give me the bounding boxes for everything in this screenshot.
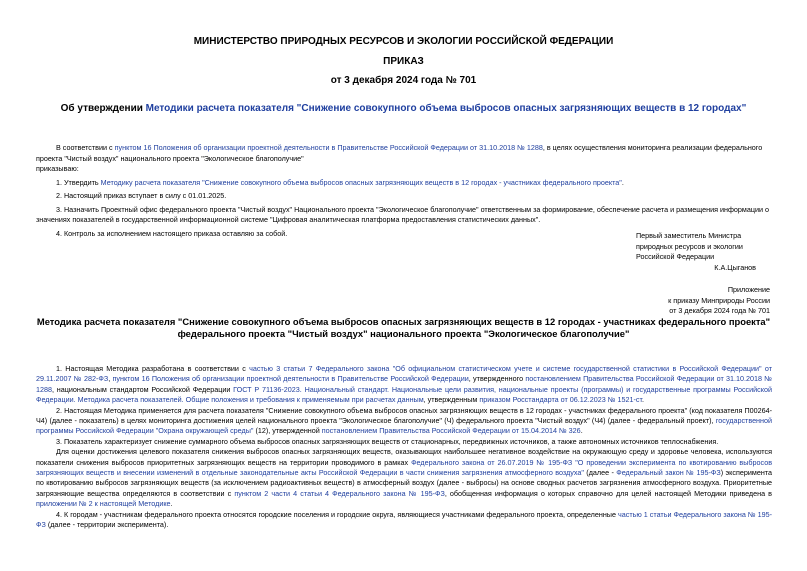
method-paragraph-2 — [36, 406, 772, 437]
law-clause-link[interactable]: пунктом 2 части 4 статьи 4 Федерального закона № 195-ФЗ — [234, 488, 445, 498]
federal-law-short-link[interactable]: Федеральный закон № 195-ФЗ — [616, 468, 721, 478]
text: 1. Настоящая Методика разработана в соответствии с — [56, 364, 246, 373]
methodology-title-line: федерального проекта "Чистый воздух" национального проекта "Экологическое благополучие" — [177, 328, 630, 339]
method-paragraph-4 — [36, 447, 772, 509]
item-1-suffix: . — [621, 177, 624, 187]
appendix-line: Приложение — [727, 285, 770, 294]
text: 2. Настоящая Методика применяется для расчета показателя "Снижение совокупного объема выбросов опасных загрязняющих веществ в 12 городах - участниках федерального проекта" (код показателя П00264-Ч4) (далее - показатель) в целях мониторинга достижения целей национального проекта "Экологическое благополучие" (Ч) федерального проекта "Чистый воздух" (Ч4) (далее - федеральный проект), — [36, 405, 772, 426]
appendix-line: от 3 декабря 2024 года № 701 — [669, 306, 770, 315]
order-title — [0, 103, 807, 114]
method-paragraph-3: 3. Показатель характеризует снижение суммарного объема выбросов опасных загрязняющих веществ от стационарных, передвижных источников, а также автономных источников теплоснабжения. — [56, 436, 719, 446]
gost-link[interactable]: ГОСТ Р 71136-2023. Национальный стандарт. Национальные цели развития, национальные проекты (программы) и государственные программы Российской Федерации. Методика расчета показателей. Общие положения и требования к применяемым при расчетах данным — [36, 384, 772, 405]
item-1-prefix: 1. Утвердить — [56, 177, 99, 187]
law-article-link[interactable]: частью 1 статьи — [618, 509, 672, 519]
text: . — [580, 426, 583, 436]
order-item-2: 2. Настоящий приказ вступает в силу с 01.01.2025. — [56, 191, 227, 200]
signature-line: Российской Федерации — [636, 252, 715, 262]
text: 4. К городам - участникам федерального проекта относятся городские поселения и городские округа, являющиеся участниками федерального проекта, определенные — [56, 509, 616, 519]
methodology-body — [36, 364, 772, 531]
law-link[interactable]: частью 3 статьи 7 Федерального закона "Об официальном статистическом учете и системе государственной статистики в Российской Федерации" от 29.11.2007 № 282-ФЗ — [36, 364, 772, 384]
appendix-line: к приказу Минприроды России — [668, 295, 770, 305]
regulation-link[interactable]: пунктом 16 Положения об организации проектной деятельности в Правительстве Российской Федерации — [112, 374, 469, 384]
signature-line: Первый заместитель Министра — [636, 231, 742, 240]
text: , утвержденного — [468, 374, 524, 384]
text: (далее - — [586, 468, 614, 478]
rosstandart-order-link[interactable]: приказом Росстандарта от 06.12.2023 № 1521-ст — [479, 395, 642, 405]
methodology-link[interactable]: Методику расчета показателя "Снижение совокупного объема выбросов опасных загрязняющих веществ в 12 городах - участниках федерального проекта" — [100, 177, 622, 187]
ministry-heading: МИНИСТЕРСТВО ПРИРОДНЫХ РЕСУРСОВ И ЭКОЛОГИИ РОССИЙСКОЙ ФЕДЕРАЦИИ — [193, 36, 614, 47]
appendix-header — [620, 285, 770, 317]
preamble-text-2: , в целях осуществления мониторинга реализации федерального проекта "Чистый воздух" национального проекта "Экологическое благополучие" — [36, 143, 763, 163]
federal-law-short-link[interactable]: Федерального закона № 195-ФЗ — [36, 509, 772, 530]
order-word: приказываю: — [36, 164, 79, 173]
resolution-link[interactable]: постановлением Правительства Российской Федерации от 15.04.2014 № 326 — [321, 426, 581, 436]
preamble-link[interactable]: пунктом 16 Положения об организации проектной деятельности в Правительстве Российской Федерации от 31.10.2018 № 1288 — [114, 143, 543, 152]
order-item-4: 4. Контроль за исполнением настоящего приказа оставляю за собой. — [56, 228, 288, 238]
methodology-title-line: Методика расчета показателя "Снижение совокупного объема выбросов опасных загрязняющих веществ в 12 городах - участниках федерального проекта" — [36, 316, 771, 327]
text: (12), утвержденной — [255, 426, 320, 436]
resolution-link[interactable]: постановлением Правительства Российской Федерации от 31.10.2018 № 1288 — [36, 374, 772, 394]
order-item-1 — [36, 178, 772, 189]
text: . — [641, 395, 644, 405]
order-item-3: 3. Назначить Проектный офис федерального проекта "Чистый воздух" Национального проекта "Экологическое благополучие" ответственным за формирование, обеспечение расчета и размещения информации о значениях показателей в государственной информационной системе "Цифровая аналитическая платформа предоставления статистических данных". — [36, 204, 769, 224]
order-title-prefix: Об утверждении — [60, 103, 143, 114]
order-body — [36, 143, 772, 239]
text: , национальным стандартом Российской Федерации — [52, 384, 231, 394]
preamble — [36, 143, 772, 164]
text: (далее - территории эксперимента). — [47, 520, 169, 530]
method-paragraph-1 — [36, 364, 772, 406]
federal-law-link[interactable]: Федерального закона от 26.07.2019 № 195-ФЗ "О проведении эксперимента по квотированию выбросов загрязняющих веществ и внесении изменений в отдельные законодательные акты Российской Федерации в части снижения загрязнения атмосферного воздуха" — [36, 457, 773, 478]
signature-line: природных ресурсов и экологии — [636, 241, 743, 251]
text: . — [170, 499, 173, 509]
order-title-link[interactable]: Методики расчета показателя "Снижение совокупного объема выбросов опасных загрязняющих веществ в 12 городах" — [145, 103, 747, 114]
doc-date-number: от 3 декабря 2024 года № 701 — [330, 75, 477, 86]
text: , — [108, 374, 111, 384]
methodology-title — [30, 316, 777, 340]
signature-block — [636, 231, 786, 273]
signature-name: К.А.Цыганов — [714, 262, 756, 272]
doc-type: ПРИКАЗ — [383, 56, 424, 67]
text: , утвержденным — [423, 395, 478, 405]
preamble-text: В соответствии с — [56, 143, 113, 152]
method-paragraph-5 — [36, 510, 772, 531]
text: , обобщенная информация о которых справочно для целей настоящей Методики приведена в — [444, 488, 772, 498]
appendix-2-link[interactable]: приложении № 2 к настоящей Методике — [36, 499, 171, 509]
text: ) эксперимента по квотированию выбросов загрязняющих веществ (за исключением радиоактивных веществ) в атмосферный воздух (далее - выбросы) на основе сводных расчетов загрязнения атмосферного воздуха. Приоритетные загрязняющие вещества определяются в соответствии с — [36, 468, 772, 498]
text: Для оценки достижения целевого показателя снижения выбросов опасных загрязняющих веществ, оказывающих наибольшее негативное воздействие на окружающую среду и здоровье человека, используются показатели снижения выбросов приоритетных загрязняющих веществ на территории проводимого в рамках — [36, 447, 772, 467]
state-program-link[interactable]: государственной программы Российской Федерации "Охрана окружающей среды" — [36, 416, 773, 436]
